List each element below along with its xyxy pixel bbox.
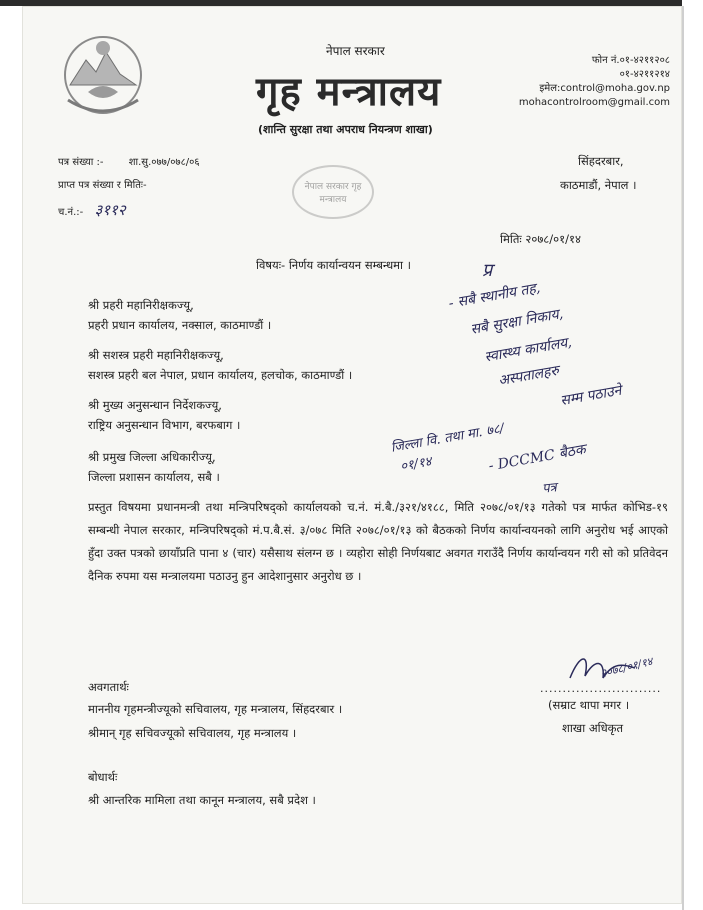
- phone-label: फोन नं.: [591, 55, 620, 66]
- cha-na-label: च.नं.:-: [58, 207, 84, 218]
- received-letter-label: प्राप्त पत्र संख्या र मितिः-: [58, 180, 147, 191]
- location-line-1: सिंहदरबार,: [578, 154, 624, 168]
- signatory-name: (सम्राट थापा मगर ।: [548, 698, 630, 712]
- handwritten-note-1: - सबै स्थानीय तह,: [447, 280, 542, 312]
- recipient-2-title: श्री सशस्त्र प्रहरी महानिरीक्षकज्यू,: [88, 348, 224, 362]
- bodharth-heading: बोधार्थः: [88, 770, 118, 784]
- recipient-3-title: श्री मुख्य अनुसन्धान निर्देशकज्यू,: [88, 398, 222, 412]
- recipient-1-address: प्रहरी प्रधान कार्यालय, नक्साल, काठमाण्डौं ।: [88, 318, 272, 332]
- location-line-2: काठमाडौं, नेपाल ।: [560, 178, 637, 192]
- cha-na-value: ३११२: [94, 201, 126, 219]
- phone-number-2: ०१-४२११२१४: [619, 69, 670, 80]
- email-address-1: control@moha.gov.np: [560, 83, 670, 94]
- handwritten-note-8: - DCCMC बैठक: [487, 441, 587, 475]
- handwritten-note-9: पत्र: [541, 480, 558, 497]
- signature-dots: ...........................: [540, 682, 662, 695]
- handwritten-mark: प्र: [482, 260, 493, 281]
- cc-item-1: माननीय गृहमन्त्रीज्यूको सचिवालय, गृह मन्त्रालय, सिंहदरबार ।: [88, 702, 343, 716]
- cc-item-2: श्रीमान् गृह सचिवज्यूको सचिवालय, गृह मन्त्रालय ।: [88, 726, 297, 740]
- handwritten-note-2: सबै सुरक्षा निकाय,: [469, 305, 565, 338]
- patra-sankhya-value: शा.सु.०७७/०७८/०६: [128, 157, 200, 168]
- office-stamp: नेपाल सरकार गृह मन्त्रालय: [292, 165, 374, 219]
- handwritten-note-7: ०१/१४: [399, 454, 433, 475]
- branch-name: (शान्ति सुरक्षा तथा अपराध नियन्त्रण शाखा): [258, 123, 433, 136]
- recipient-2: [88, 345, 352, 385]
- nepal-emblem-icon: [58, 30, 148, 120]
- email-label: इमेल:: [539, 83, 561, 94]
- signatory-title: शाखा अधिकृत: [562, 721, 624, 735]
- letter-body: प्रस्तुत विषयमा प्रधानमन्त्री तथा मन्त्रिपरिषद्को कार्यालयको च.नं. मं.बै./३२१/४१८८, मिति २०७८/०१/१३ गतेको पत्र मार्फत कोभिड-१९ सम्बन्धी नेपाल सरकार, मन्त्रिपरिषद्को मं.प.बै.सं. ३/०७८ मिति २०७८/०१/१३ को बैठकको निर्णय कार्यान्वयनको लागि अनुरोध भई आएको हुँदा उक्त पत्रको छायाँप्रति पाना ४ (चार) यसैसाथ संलग्न छ । व्यहोरा सोही निर्णयबाट अवगत गराउँदै निर्णय कार्यान्वयन गरी सो को प्रतिवेदन दैनिक रुपमा यस मन्त्रालयमा पठाउनु हुन आदेशानुसार अनुरोध छ ।: [88, 500, 668, 583]
- recipient-4: [88, 447, 220, 487]
- email-address-2: mohacontrolroom@gmail.com: [518, 97, 670, 108]
- subject-line: विषयः- निर्णय कार्यान्वयन सम्बन्धमा ।: [256, 258, 412, 272]
- recipient-4-title: श्री प्रमुख जिल्ला अधिकारीज्यू,: [88, 450, 216, 464]
- recipient-3-address: राष्ट्रिय अनुसन्धान विभाग, बरफबाग ।: [88, 418, 241, 432]
- recipient-1: [88, 295, 271, 335]
- letter-date: मितिः २०७८/०१/१४: [500, 232, 581, 246]
- phone-number-1: ०१-४२११२०८: [619, 55, 670, 66]
- handwritten-note-6: जिल्ला वि. तथा मा. ७८/: [389, 421, 506, 456]
- government-name: नेपाल सरकार: [326, 44, 385, 58]
- handwritten-note-3: स्वास्थ्य कार्यालय,: [483, 334, 573, 366]
- scan-right-margin: [682, 0, 703, 910]
- recipient-2-address: सशस्त्र प्रहरी बल नेपाल, प्रधान कार्यालय, हलचोक, काठमाण्डौं ।: [88, 368, 353, 382]
- contact-block: [510, 54, 670, 110]
- recipient-4-address: जिल्ला प्रशासन कार्यालय, सबै ।: [88, 470, 220, 484]
- patra-sankhya: [58, 154, 200, 168]
- recipient-3: [88, 395, 240, 435]
- signature-date: २०७८/०१/१४: [599, 654, 654, 681]
- cc-heading: अवगतार्थः: [88, 680, 129, 694]
- recipient-1-title: श्री प्रहरी महानिरीक्षकज्यू,: [88, 298, 194, 312]
- patra-sankhya-label: पत्र संख्या :-: [58, 157, 104, 168]
- bodharth-item-1: श्री आन्तरिक मामिला तथा कानून मन्त्रालय, सबै प्रदेश ।: [88, 793, 316, 807]
- ministry-title: गृह मन्त्रालय: [256, 69, 442, 115]
- handwritten-note-5: सम्म पठाउने: [559, 382, 623, 410]
- cha-na: [58, 200, 126, 220]
- handwritten-note-4: अस्पतालहरु: [497, 362, 561, 390]
